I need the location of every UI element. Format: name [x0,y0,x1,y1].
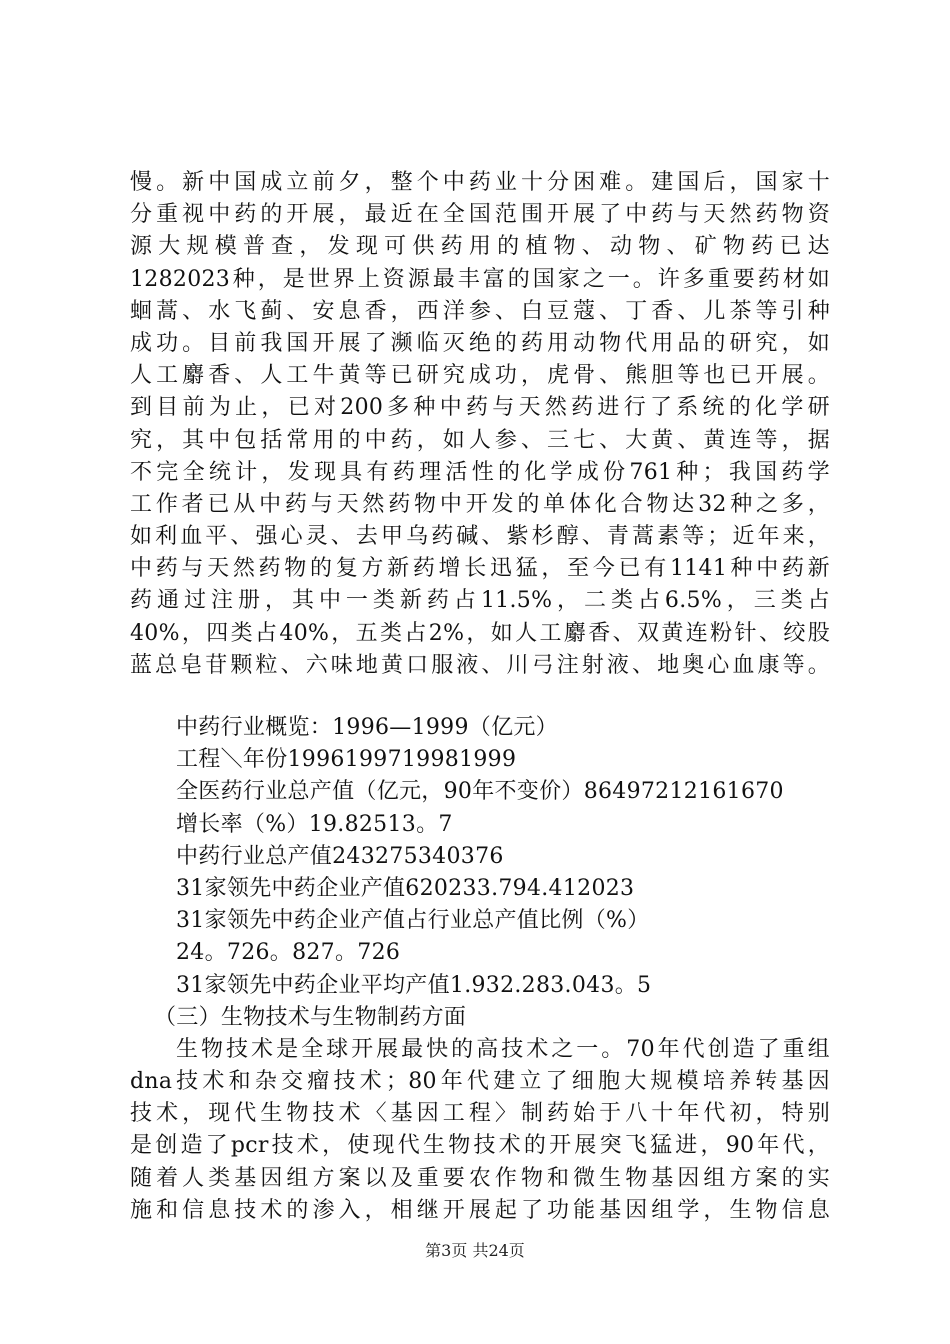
paragraph-line: 40%，四类占40%，五类占2%，如人工麝香、双黄连粉针、绞股 [130,620,830,646]
paragraph-line: 生物技术是全球开展最快的高技术之一。70年代创造了重组 [176,1036,830,1062]
paragraph-biotech [130,1034,830,1227]
paragraph-line: 到目前为止，已对200多种中药与天然药进行了系统的化学研 [130,395,830,421]
paragraph-tcm-resources [130,167,830,682]
table-title: 中药行业概览：1996—1999（亿元） [176,715,558,740]
table-row: 31家领先中药企业产值占行业总产值比例（%） [176,908,650,934]
paragraph-line: 1282023种，是世界上资源最丰富的国家之一。许多重要药材如 [130,266,830,292]
paragraph-line: 成功。目前我国开展了濒临灭绝的药用动物代用品的研究，如 [130,330,830,356]
paragraph-line: 不完全统计，发现具有药理活性的化学成份761种；我国药学 [130,459,830,485]
paragraph-line: 随着人类基因组方案以及重要农作物和微生物基因组方案的实 [130,1165,830,1191]
paragraph-line: 中药与天然药物的复方新药增长迅猛，至今已有1141种中药新 [130,556,830,582]
table-row: 全医药行业总产值（亿元，90年不变价）86497212161670 [176,779,784,805]
paragraph-gap [130,682,830,712]
paragraph-line: 分重视中药的开展，最近在全国范围开展了中药与天然药物资 [130,202,830,228]
paragraph-line: 是创造了pcr技术，使现代生物技术的开展突飞猛进，90年代， [130,1133,830,1159]
industry-overview-table [130,712,830,1002]
paragraph-line: 源大规模普查，发现可供药用的植物、动物、矿物药已达 [130,234,830,260]
table-row: 31家领先中药企业产值620233.794.412023 [176,875,635,901]
table-row: 增长率（%）19.82513。7 [176,811,453,837]
paragraph-line: 如利血平、强心灵、去甲乌药碱、紫杉醇、青蒿素等；近年来， [130,524,830,550]
table-row: 中药行业总产值243275340376 [176,843,504,869]
table-row: 31家领先中药企业平均产值1.932.283.043。5 [176,972,652,998]
table-row: 24。726。827。726 [176,940,401,966]
paragraph-line: 人工麝香、人工牛黄等已研究成功，虎骨、熊胆等也已开展。 [130,363,830,389]
paragraph-line: 蓝总皂苷颗粒、六味地黄口服液、川弓注射液、地奥心血康等。 [130,652,830,678]
paragraph-line: 慢。新中国成立前夕，整个中药业十分困难。建国后，国家十 [130,170,830,195]
paragraph-line: 工作者已从中药与天然药物中开发的单体化合物达32种之多， [130,491,830,517]
paragraph-line: 技术，现代生物技术〈基因工程〉制药始于八十年代初，特别 [130,1101,830,1127]
paragraph-line: 施和信息技术的渗入，相继开展起了功能基因组学，生物信息 [130,1197,830,1223]
section-heading: （三）生物技术与生物制药方面 [154,1004,467,1030]
paragraph-line: 药通过注册，其中一类新药占11.5%，二类占6.5%，三类占 [130,588,830,614]
document-body [130,167,830,1227]
paragraph-line: 究，其中包括常用的中药，如人参、三七、大黄、黄连等，据 [130,427,830,453]
paragraph-line: dna技术和杂交瘤技术；80年代建立了细胞大规模培养转基因 [130,1069,830,1095]
paragraph-line: 蛔蒿、水飞蓟、安息香，西洋参、白豆蔻、丁香、儿茶等引种 [130,298,830,324]
table-header-row: 工程＼年份1996199719981999 [176,747,517,773]
page-footer: 第3页 共24页 [425,1241,525,1260]
